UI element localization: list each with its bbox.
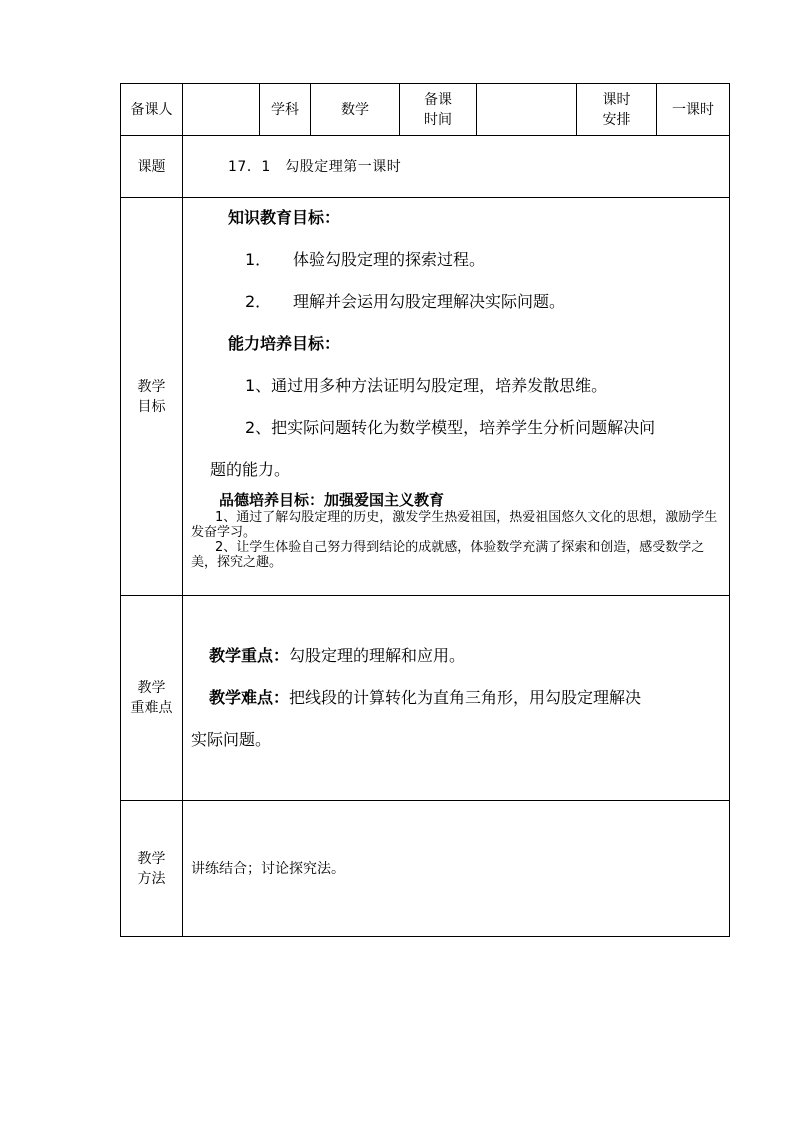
- method-label: [121, 801, 183, 937]
- period-label: [577, 84, 657, 136]
- prep-time-label-line1: 备课: [424, 91, 452, 108]
- key-point: [183, 644, 729, 668]
- preparer-label: 备课人: [121, 84, 183, 136]
- goals-label-line2: 目标: [137, 398, 166, 415]
- knowledge-goal-num: 1．: [245, 250, 272, 269]
- difficult-point-cont: 实际问题。: [191, 730, 272, 749]
- topic-row: [121, 136, 730, 198]
- goals-content: [183, 198, 730, 596]
- goals-label: [121, 198, 183, 596]
- goals-label-line1: 教学: [137, 378, 166, 395]
- key-point-label: 教学重点：: [209, 646, 290, 665]
- period-label-line2: 安排: [602, 111, 631, 128]
- ability-goal-item: 1、通过用多种方法证明勾股定理，培养发散思维。: [245, 376, 608, 395]
- key-point-text: 勾股定理的理解和应用。: [289, 646, 466, 665]
- topic-value: 17．1 勾股定理第一课时: [183, 136, 730, 198]
- knowledge-goal-item: [183, 248, 729, 272]
- moral-goal-item: 1、通过了解勾股定理的历史，激发学生热爱祖国，热爱祖国悠久文化的思想，激励学生发奋学习。: [191, 510, 718, 540]
- keypoints-label-line1: 教学: [137, 680, 166, 696]
- ability-goal-item: 2、把实际问题转化为数学模型，培养学生分析问题解决问: [245, 418, 656, 437]
- period-value: 一课时: [657, 84, 730, 136]
- method-label-line2: 方法: [137, 870, 166, 887]
- period-label-line1: 课时: [602, 91, 631, 108]
- keypoints-label: [121, 596, 183, 801]
- prep-time-label-line2: 时间: [424, 111, 452, 128]
- difficult-point: [183, 686, 729, 710]
- difficult-point-text: 把线段的计算转化为直角三角形，用勾股定理解决: [289, 688, 642, 707]
- moral-goal-item: 2、让学生体验自己努力得到结论的成就感，体验数学充满了探索和创造，感受数学之美，探究之趣。: [191, 540, 705, 570]
- subject-label: 学科: [260, 84, 311, 136]
- preparer-value: [183, 84, 260, 136]
- method-value: 讲练结合；讨论探究法。: [183, 801, 730, 937]
- moral-goal-title: 品德培养目标：加强爱国主义教育: [219, 491, 445, 509]
- keypoints-content: [183, 596, 730, 801]
- knowledge-goal-num: 2．: [245, 292, 272, 311]
- knowledge-goal-text: 体验勾股定理的探索过程。: [293, 250, 486, 269]
- method-row: [121, 801, 730, 937]
- keypoints-label-line2: 重难点: [130, 700, 173, 716]
- difficult-point-label: 教学难点：: [209, 688, 290, 707]
- ability-goal-title: 能力培养目标：: [228, 334, 341, 353]
- knowledge-goal-title: 知识教育目标：: [228, 208, 341, 227]
- prep-time-value: [477, 84, 577, 136]
- topic-label: 课题: [121, 136, 183, 198]
- prep-time-label: [400, 84, 477, 136]
- method-label-line1: 教学: [137, 850, 166, 867]
- ability-goal-item-cont: 题的能力。: [210, 460, 291, 479]
- subject-value: 数学: [311, 84, 400, 136]
- knowledge-goal-item: [183, 290, 729, 314]
- lesson-plan-table: [120, 83, 730, 937]
- keypoints-row: [121, 596, 730, 801]
- goals-row: [121, 198, 730, 596]
- knowledge-goal-text: 理解并会运用勾股定理解决实际问题。: [293, 292, 566, 311]
- header-row: [121, 84, 730, 136]
